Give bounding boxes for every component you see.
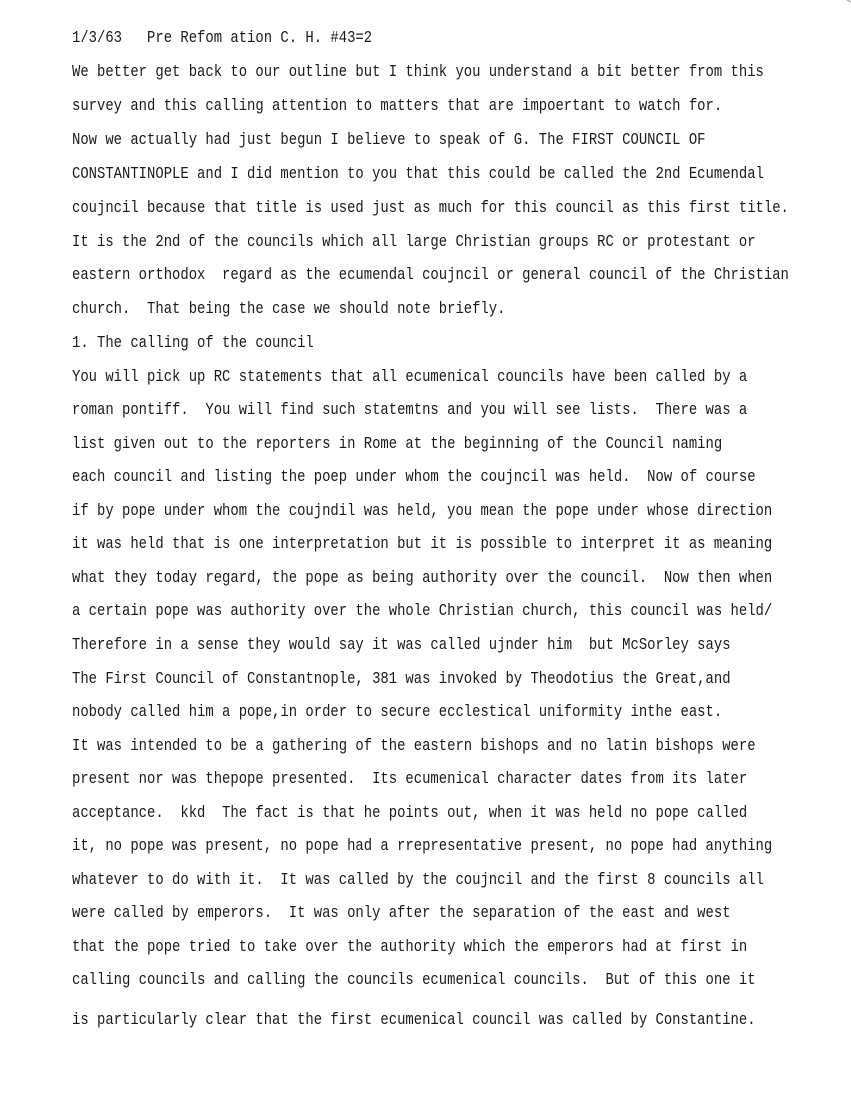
text-line: that the pope tried to take over the authority which the emperors had at first in — [72, 938, 748, 958]
text-line: 1. The calling of the council — [72, 334, 314, 354]
text-line: whatever to do with it. It was called by the coujncil and the first 8 councils all — [72, 871, 764, 891]
text-line: church. That being the case we should note briefly. — [72, 300, 506, 320]
text-line: roman pontiff. You will find such statemtns and you will see lists. There was a — [72, 401, 748, 421]
text-line: is particularly clear that the first ecumenical council was called by Constantine. — [72, 1011, 756, 1031]
text-line: acceptance. kkd The fact is that he points out, when it was held no pope called — [72, 804, 748, 824]
text-line: We better get back to our outline but I think you understand a bit better from this — [72, 63, 764, 83]
text-line: survey and this calling attention to matters that are impoertant to watch for. — [72, 97, 723, 117]
text-line: eastern orthodox regard as the ecumendal coujncil or general council of the Christian — [72, 266, 789, 286]
text-line: Therefore in a sense they would say it was called ujnder him but McSorley says — [72, 636, 731, 656]
text-line: each council and listing the poep under whom the coujncil was held. Now of course — [72, 468, 756, 488]
text-line: list given out to the reporters in Rome at the beginning of the Council naming — [72, 435, 723, 455]
text-line: it, no pope was present, no pope had a rrepresentative present, no pope had anything — [72, 837, 773, 857]
document-header: 1/3/63 Pre Refom ation C. H. #43=2 — [72, 29, 373, 49]
text-line: a certain pope was authority over the whole Christian church, this council was held/ — [72, 602, 773, 622]
text-line: It was intended to be a gathering of the eastern bishops and no latin bishops were — [72, 737, 756, 757]
text-line: The First Council of Constantnople, 381 was invoked by Theodotius the Great,and — [72, 670, 731, 690]
text-line: You will pick up RC statements that all ecumenical councils have been called by a — [72, 368, 748, 388]
text-line: were called by emperors. It was only after the separation of the east and west — [72, 904, 731, 924]
text-line: CONSTANTINOPLE and I did mention to you that this could be called the 2nd Ecumendal — [72, 165, 764, 185]
text-line: coujncil because that title is used just as much for this council as this first title. — [72, 199, 789, 219]
text-line: nobody called him a pope,in order to secure ecclestical uniformity inthe east. — [72, 703, 723, 723]
text-line: It is the 2nd of the councils which all large Christian groups RC or protestant or — [72, 233, 756, 253]
text-line: calling councils and calling the councils ecumenical councils. But of this one it — [72, 971, 756, 991]
text-line: Now we actually had just begun I believe to speak of G. The FIRST COUNCIL OF — [72, 131, 706, 151]
text-line: if by pope under whom the coujndil was held, you mean the pope under whose direction — [72, 502, 773, 522]
text-line: present nor was thepope presented. Its ecumenical character dates from its later — [72, 770, 748, 790]
text-line: what they today regard, the pope as being authority over the council. Now then when — [72, 569, 773, 589]
corner-mark — [841, 0, 851, 10]
text-line: it was held that is one interpretation but it is possible to interpret it as meaning — [72, 535, 773, 555]
